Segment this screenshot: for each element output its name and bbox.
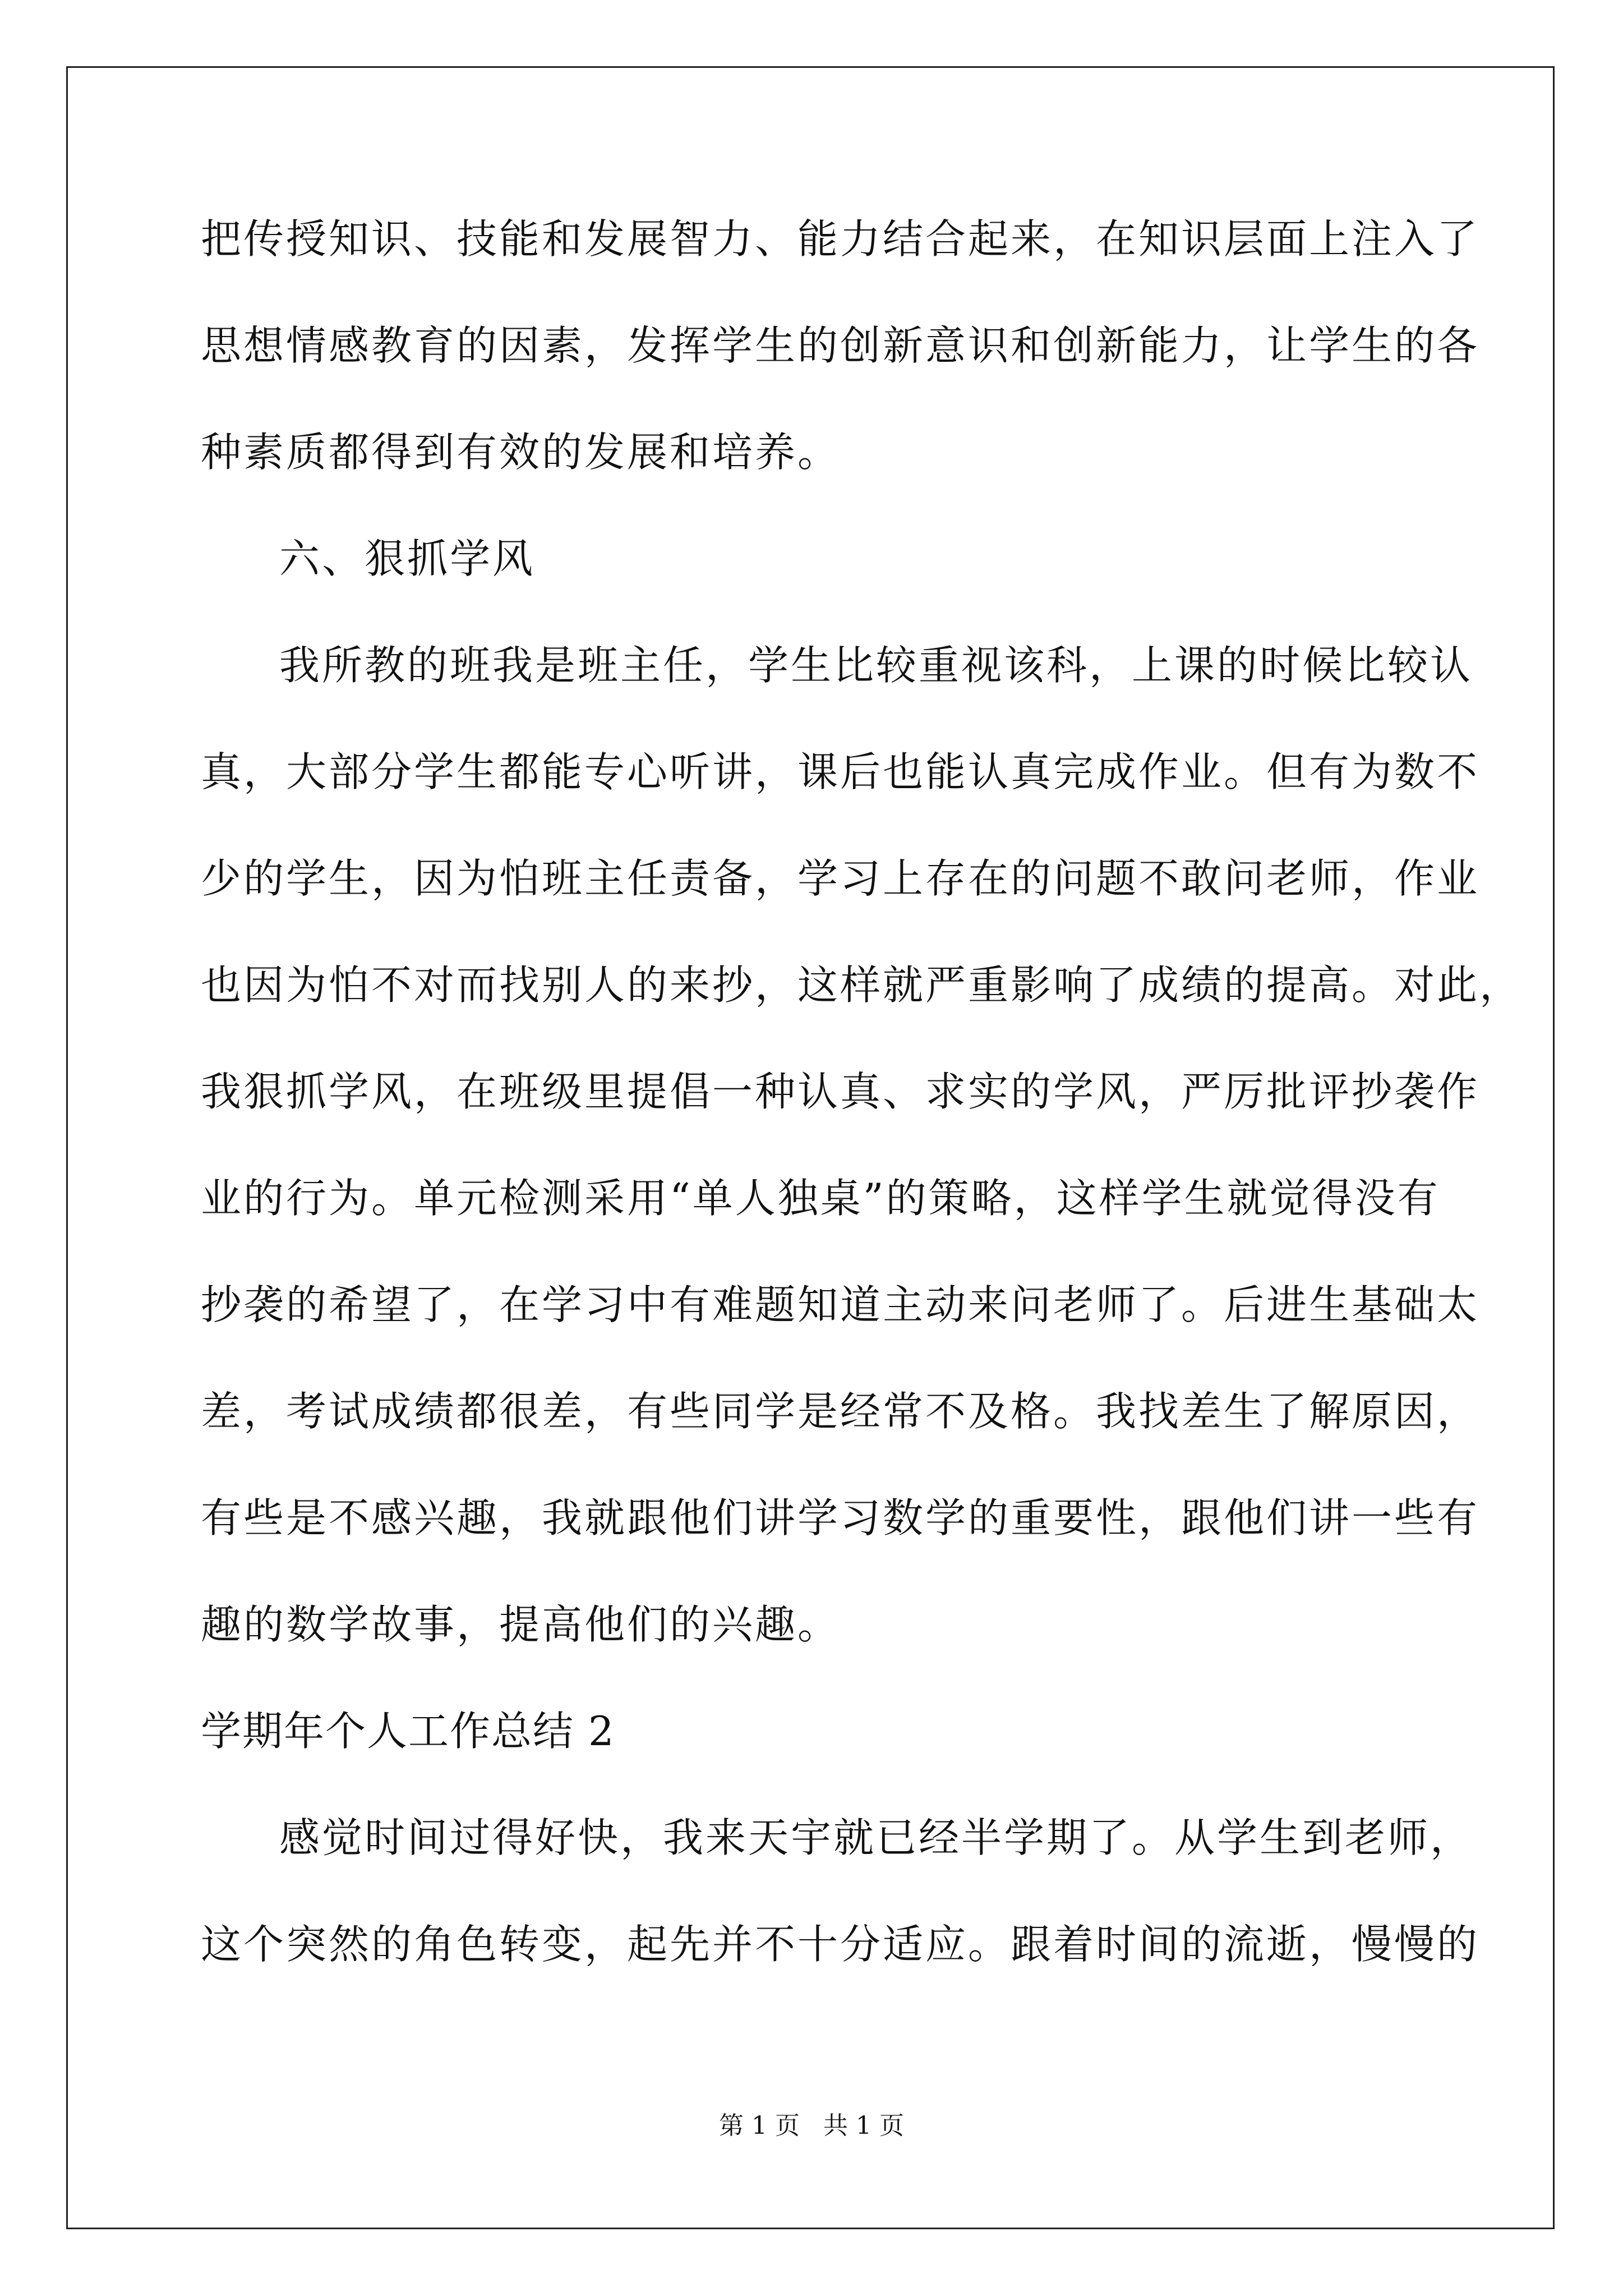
paragraph-line: 业的行为。单元检测采用“单人独桌”的策略，这样学生就觉得没有 xyxy=(201,1175,1440,1222)
paragraph-line: 趣的数学故事，提高他们的兴趣。 xyxy=(201,1601,841,1648)
paragraph-line: 少的学生，因为怕班主任责备，学习上存在的问题不敢问老师，作业 xyxy=(201,855,1480,902)
page-footer xyxy=(0,2109,1623,2143)
paragraph-line: 有些是不感兴趣，我就跟他们讲学习数学的重要性，跟他们讲一些有 xyxy=(201,1494,1480,1542)
paragraph-line: 我狠抓学风，在班级里提倡一种认真、求实的学风，严厉批评抄袭作 xyxy=(201,1068,1480,1115)
paragraph-line: 感觉时间过得好快，我来天宇就已经半学期了。从学生到老师， xyxy=(279,1814,1473,1861)
document-title: 学期年个人工作总结 2 xyxy=(201,1708,615,1755)
paragraph-line: 抄袭的希望了，在学习中有难题知道主动来问老师了。后进生基础太 xyxy=(201,1281,1480,1328)
paragraph-line: 我所教的班我是班主任，学生比较重视该科，上课的时候比较认 xyxy=(279,642,1473,689)
section-heading: 六、狠抓学风 xyxy=(279,535,536,582)
paragraph-line: 这个突然的角色转变，起先并不十分适应。跟着时间的流逝，慢慢的 xyxy=(201,1921,1480,1968)
paragraph-line: 差，考试成绩都很差，有些同学是经常不及格。我找差生了解原因， xyxy=(201,1388,1480,1435)
paragraph-line: 把传授知识、技能和发展智力、能力结合起来，在知识层面上注入了 xyxy=(201,215,1480,263)
paragraph-line: 真，大部分学生都能专心听讲，课后也能认真完成作业。但有为数不 xyxy=(201,748,1480,795)
paragraph-line: 思想情感教育的因素，发挥学生的创新意识和创新能力，让学生的各 xyxy=(201,322,1480,369)
page-total: 共 1 页 xyxy=(823,2111,904,2140)
document-body xyxy=(201,211,1523,2023)
page-number: 第 1 页 xyxy=(719,2111,800,2140)
paragraph-line: 也因为怕不对而找别人的来抄，这样就严重影响了成绩的提高。对此， xyxy=(201,961,1523,1009)
paragraph-line: 种素质都得到有效的发展和培养。 xyxy=(201,429,841,476)
